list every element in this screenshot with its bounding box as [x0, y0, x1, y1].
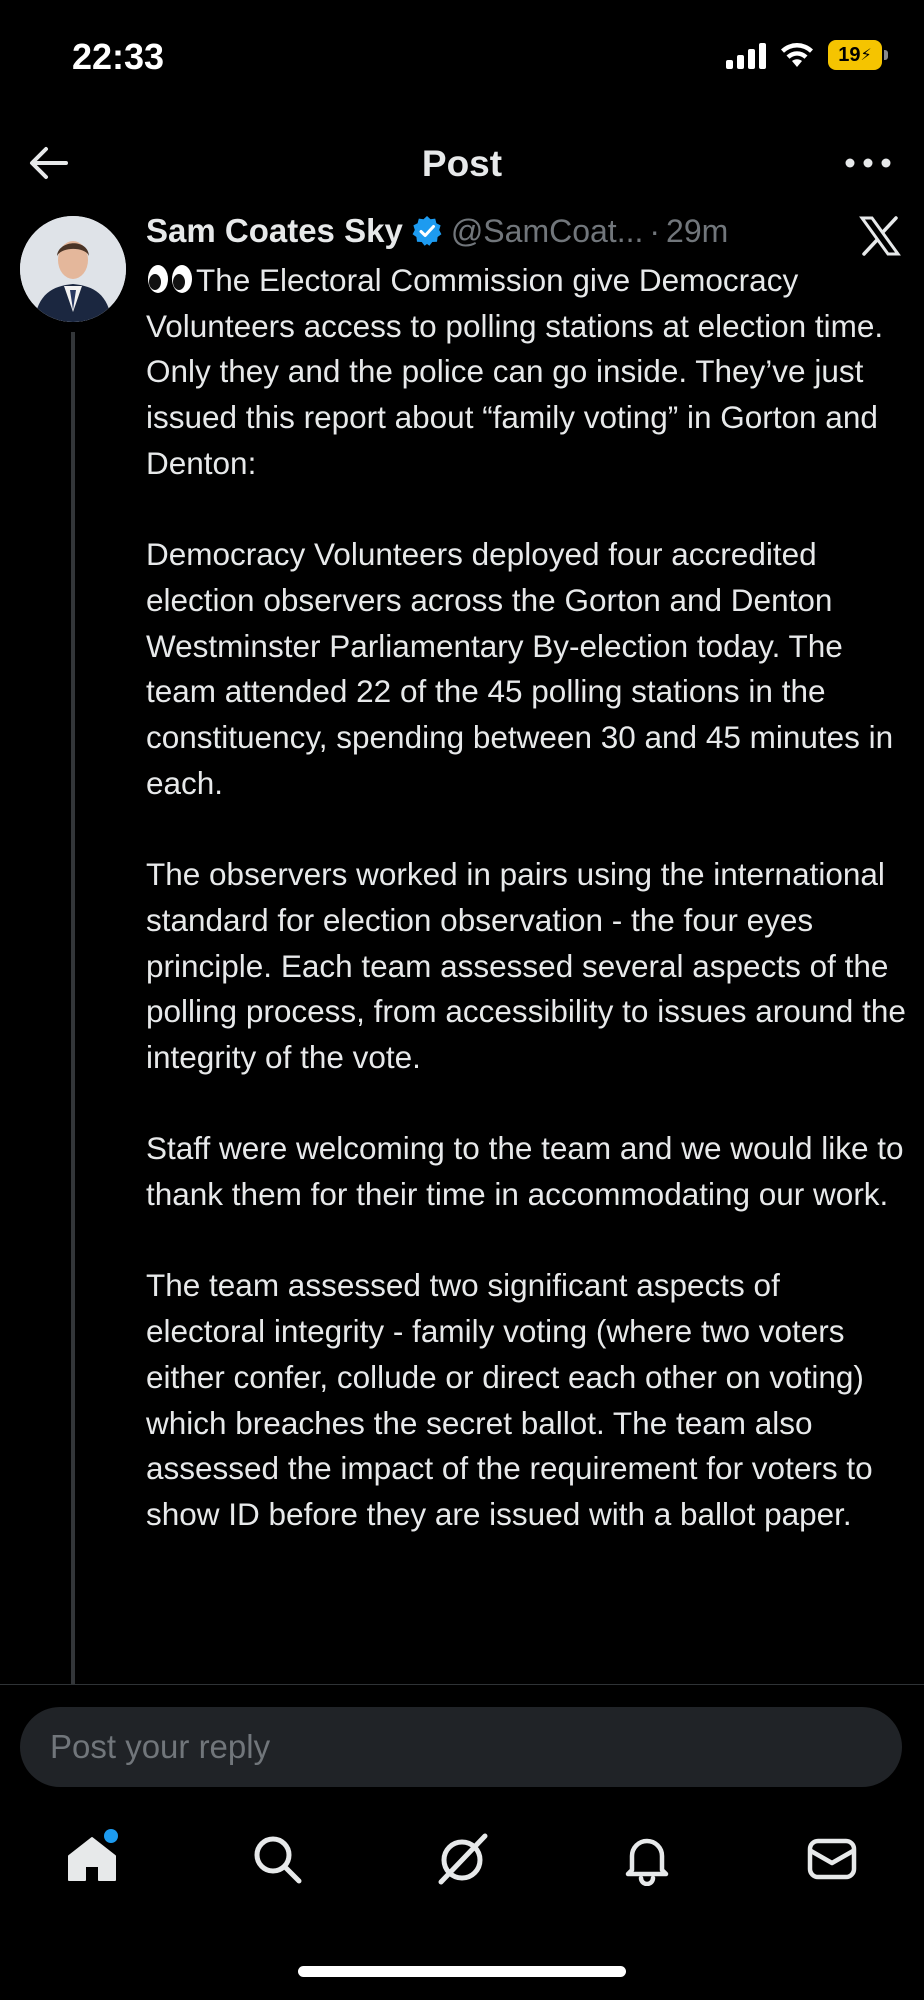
home-indicator[interactable]: [298, 1966, 626, 1977]
unread-indicator: [104, 1829, 118, 1843]
top-navigation: [0, 115, 924, 210]
thread-line: [71, 332, 75, 1685]
x-logo-icon: [858, 214, 902, 258]
more-horizontal-icon: [844, 157, 892, 169]
grok-icon: [433, 1830, 491, 1888]
post-paragraph: The observers worked in pairs using the international standard for election observation - the four eyes principle. Each team assessed several aspects of the polling process, from accessibility to issues around the integrity of the vote.: [146, 856, 906, 1075]
reply-input[interactable]: [20, 1707, 902, 1787]
author-name[interactable]: Sam Coates Sky: [146, 212, 403, 249]
wifi-icon: [780, 41, 814, 69]
tab-notifications[interactable]: [607, 1819, 687, 1899]
messages-icon: [805, 1832, 859, 1886]
cellular-signal-icon: [726, 41, 766, 69]
battery-charging-icon: 19 ⚡: [828, 40, 882, 70]
search-icon: [250, 1832, 304, 1886]
more-options-button[interactable]: [840, 137, 896, 189]
tab-grok[interactable]: [422, 1819, 502, 1899]
bottom-tab-bar: [0, 1805, 924, 1915]
battery-level: 19: [838, 43, 861, 66]
status-icons: [726, 40, 882, 70]
post-paragraph: Staff were welcoming to the team and we would like to thank them for their time in accommodating our work.: [146, 1130, 904, 1213]
post-paragraph: The Electoral Commission give Democracy Volunteers access to polling stations at election time. Only they and the police can go inside. They’ve just issued this report about “family voting” in Gorton and Denton:: [146, 262, 884, 481]
post-text: [146, 258, 906, 1583]
status-time: 22:33: [72, 36, 165, 77]
post: [0, 210, 924, 1685]
tab-search[interactable]: [237, 1819, 317, 1899]
post-paragraph: Democracy Volunteers deployed four accredited election observers across the Gorton and Denton Westminster Parliamentary By-election today. The team attended 22 of the 45 polling stations in the constituency, spending between 30 and 45 minutes in each.: [146, 536, 894, 801]
avatar[interactable]: [20, 216, 126, 322]
eyes-emoji-icon: [146, 263, 194, 295]
separator-dot: ·: [649, 212, 661, 249]
status-bar: [0, 0, 924, 115]
post-timestamp[interactable]: 29m: [666, 212, 729, 249]
verified-badge-icon: [411, 215, 443, 247]
tab-home[interactable]: [52, 1819, 132, 1899]
notifications-icon: [620, 1832, 674, 1886]
tab-messages[interactable]: [792, 1819, 872, 1899]
author-handle[interactable]: @SamCoat...: [450, 212, 644, 249]
avatar-image: [20, 216, 126, 322]
post-paragraph: The team assessed two significant aspects of electoral integrity - family voting (where two voters either confer, collude or direct each other on voting) which breaches the secret ballot. The team also assessed the impact of the requirement for voters to show ID before they are issued with a ballot paper.: [146, 1267, 873, 1532]
post-header: [146, 210, 904, 252]
reply-bar: [0, 1684, 924, 1805]
page-title: Post: [421, 143, 503, 184]
